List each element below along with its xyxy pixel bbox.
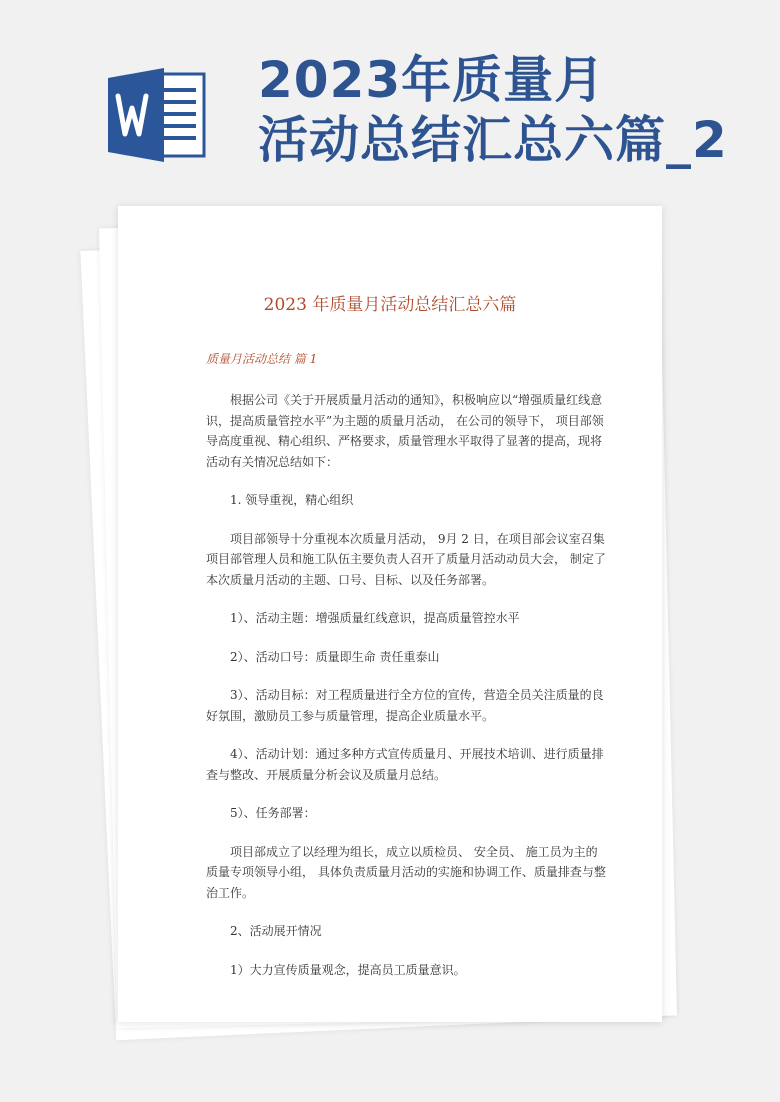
document-page	[118, 206, 662, 1022]
paragraph: 2）、活动口号：质量即生命 责任重泰山	[230, 649, 440, 664]
paragraph: 2、活动展开情况	[230, 924, 322, 938]
paragraph: 1. 领导重视，精心组织	[230, 493, 354, 507]
page-heading: 2023 年质量月活动总结汇总六篇	[263, 295, 517, 315]
paragraph: 4）、活动计划：通过多种方式宣传质量月、开展技术培训、进行质量排查与整改、开展质量分析会议及质量月总结。	[206, 747, 604, 782]
paragraph: 1）、活动主题：增强质量红线意识，提高质量管控水平	[230, 611, 520, 625]
paragraph: 项目部领导十分重视本次质量月活动， 9月 2 日，在项目部会议室召集项目部管理人员和施工队伍主要负责人召开了质量月活动动员大会， 制定了本次质量月活动的主题、口号、目标、以及任务部署。	[206, 531, 606, 587]
document-title-line-2: 活动总结汇总六篇_2	[258, 111, 728, 169]
document-title-line-1: 2023年质量月	[258, 51, 606, 109]
paragraph: 项目部成立了以经理为组长，成立以质检员、 安全员、 施工员为主的质量专项领导小组， 具体负责质量月活动的实施和协调工作、质量排查与整治工作。	[206, 844, 606, 900]
body-text	[206, 390, 606, 980]
section-label: 质量月活动总结 篇 1	[206, 352, 318, 366]
paragraph: 3）、活动目标：对工程质量进行全方位的宣传，营造全员关注质量的良好氛围，激励员工参与质量管理，提高企业质量水平。	[206, 688, 604, 723]
document-title	[258, 50, 728, 170]
word-document-icon	[108, 68, 208, 162]
paragraph: 1）大力宣传质量观念，提高员工质量意识。	[230, 962, 466, 977]
paragraph: 根据公司《关于开展质量月活动的通知》，积极响应以“增强质量红线意识，提高质量管控水平”为主题的质量月活动， 在公司的领导下， 项目部领导高度重视、精心组织、严格要求，质量管理水平取得了显著的提高，现将活动有关情况总结如下：	[206, 393, 604, 469]
paragraph: 5）、任务部署：	[230, 806, 316, 820]
